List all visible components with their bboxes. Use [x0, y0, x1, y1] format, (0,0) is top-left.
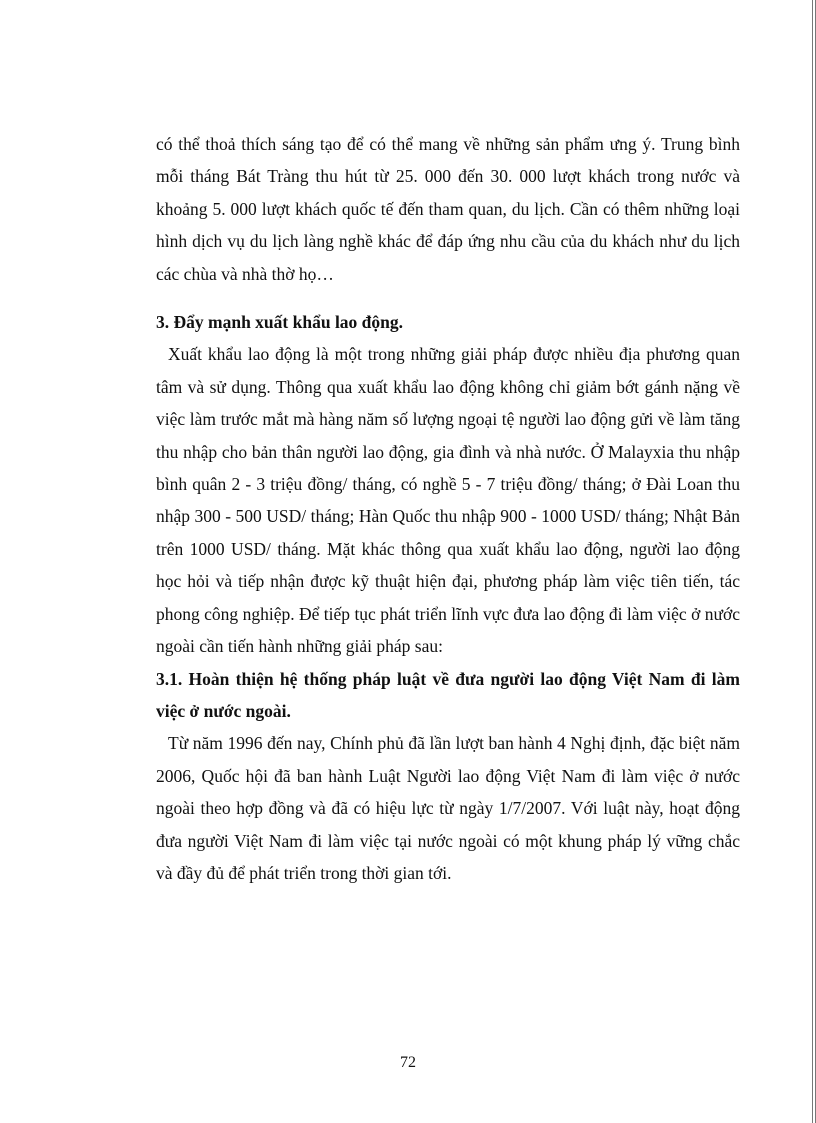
section-heading-3: 3. Đẩy mạnh xuất khẩu lao động.	[156, 312, 404, 333]
section-heading-3-1: 3.1. Hoàn thiện hệ thống pháp luật về đưa người lao động Việt Nam đi làm việc ở nước ngoài.	[156, 668, 740, 721]
paragraph-legal-framework: Từ năm 1996 đến nay, Chính phủ đã lần lượt ban hành 4 Nghị định, đặc biệt năm 2006, Quốc hội đã ban hành Luật Người lao động Việt Nam đi làm việc ở nước ngoài theo hợp đồng và đã có hiệu lực từ ngày 1/7/2007. Với luật này, hoạt động đưa người Việt Nam đi làm việc tại nước ngoài có một khung pháp lý vững chắc và đầy đủ để phát triển trong thời gian tới.	[156, 733, 740, 883]
page-number: 72	[400, 1054, 416, 1071]
paragraph-labor-export: Xuất khẩu lao động là một trong những giải pháp được nhiều địa phương quan tâm và sử dụng. Thông qua xuất khẩu lao động không chỉ giảm bớt gánh nặng về việc làm trước mắt mà hàng năm số lượng ngoại tệ người lao động gửi về làm tăng thu nhập cho bản thân người lao động, gia đình và nhà nước. Ở Malayxia thu nhập bình quân 2 - 3 triệu đồng/ tháng, có nghề 5 - 7 triệu đồng/ tháng; ở Đài Loan thu nhập 300 - 500 USD/ tháng; Hàn Quốc thu nhập 900 - 1000 USD/ tháng; Nhật Bản trên 1000 USD/ tháng. Mặt khác thông qua xuất khẩu lao động, người lao động học hỏi và tiếp nhận được kỹ thuật hiện đại, phương pháp làm việc tiên tiến, tác phong công nghiệp. Để tiếp tục phát triển lĩnh vực đưa lao động đi làm việc ở nước ngoài cần tiến hành những giải pháp sau:	[156, 344, 740, 657]
paragraph-bat-trang-tourism: có thể thoả thích sáng tạo để có thể mang về những sản phẩm ưng ý. Trung bình mỗi tháng Bát Tràng thu hút từ 25. 000 đến 30. 000 lượt khách trong nước và khoảng 5. 000 lượt khách quốc tế đến tham quan, du lịch. Cần có thêm những loại hình dịch vụ du lịch làng nghề khác để đáp ứng nhu cầu của du khách như du lịch các chùa và nhà thờ họ…	[156, 134, 740, 284]
page-content	[156, 128, 740, 889]
